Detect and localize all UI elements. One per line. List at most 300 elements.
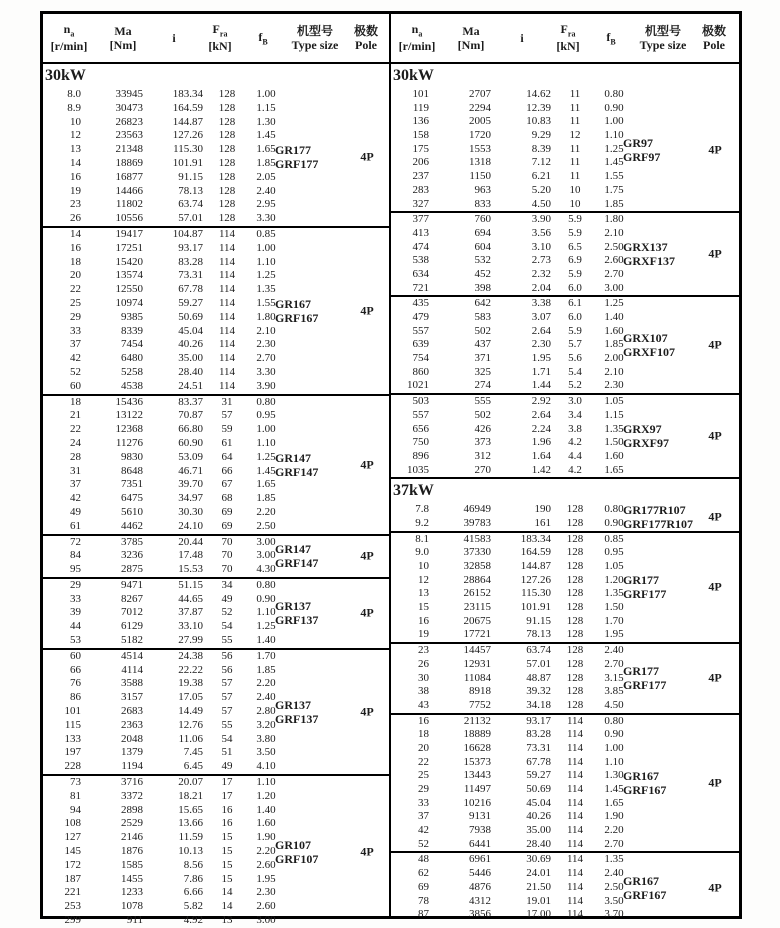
left-column-content [43, 64, 389, 928]
cell-speed: 228 [64, 760, 81, 773]
cell-torque: 371 [474, 352, 491, 365]
cell-service-factor: 1.15 [256, 101, 276, 114]
cell-radial-force: 114 [566, 796, 584, 809]
table-row [391, 352, 739, 366]
cell-radial-force: 114 [218, 296, 236, 309]
cell-speed: 119 [412, 101, 429, 114]
table-row [43, 478, 389, 492]
table-row [391, 685, 739, 699]
cell-service-factor: 1.40 [256, 803, 276, 816]
cell-service-factor: 2.40 [256, 184, 276, 197]
cell-service-factor: 0.95 [256, 409, 276, 422]
table-row [391, 728, 739, 742]
table-row [43, 102, 389, 116]
cell-speed: 175 [412, 142, 429, 155]
cell-torque: 1194 [121, 760, 143, 773]
cell-ratio: 2.04 [531, 281, 551, 294]
cell-ratio: 11.59 [178, 831, 203, 844]
table-row [43, 914, 389, 928]
table-row [43, 396, 389, 410]
cell-radial-force: 34 [221, 578, 233, 591]
cell-torque: 555 [474, 395, 491, 408]
cell-torque: 3716 [121, 776, 143, 789]
cell-torque: 37330 [463, 546, 491, 559]
cell-ratio: 115.30 [173, 143, 203, 156]
table-row [43, 492, 389, 506]
header-ratio: i [520, 30, 524, 45]
cell-ratio: 1.71 [531, 365, 551, 378]
cell-ratio: 40.26 [178, 338, 203, 351]
cell-torque: 11802 [115, 198, 143, 211]
table-row [391, 587, 739, 601]
cell-ratio: 2.64 [531, 408, 551, 421]
cell-ratio: 57.01 [178, 212, 203, 225]
cell-radial-force: 114 [566, 824, 584, 837]
cell-radial-force: 16 [221, 803, 233, 816]
spec-block [391, 853, 739, 921]
cell-radial-force: 128 [218, 156, 236, 169]
cell-service-factor: 1.25 [256, 269, 276, 282]
cell-torque: 32858 [463, 560, 491, 572]
cell-service-factor: 1.60 [256, 817, 276, 830]
cell-torque: 963 [474, 183, 491, 196]
cell-service-factor: 1.40 [604, 311, 624, 323]
table-row [43, 579, 389, 593]
cell-ratio: 13.66 [178, 817, 203, 830]
cell-ratio: 50.69 [178, 310, 203, 323]
cell-ratio: 17.05 [178, 691, 203, 704]
cell-radial-force: 114 [566, 908, 584, 921]
spec-block [391, 213, 739, 297]
cell-torque: 13574 [115, 269, 143, 282]
cell-torque: 532 [474, 254, 491, 267]
cell-torque: 694 [474, 226, 491, 239]
cell-speed: 22 [418, 755, 429, 768]
table-row [391, 325, 739, 339]
cell-service-factor: 3.90 [256, 379, 276, 392]
cell-radial-force: 128 [218, 170, 236, 183]
cell-speed: 28 [70, 450, 81, 463]
cell-ratio: 63.74 [178, 198, 203, 211]
cell-speed: 37 [418, 810, 429, 823]
cell-radial-force: 57 [221, 409, 233, 422]
cell-service-factor: 1.00 [256, 88, 276, 100]
cell-radial-force: 5.9 [568, 267, 582, 280]
table-row [391, 436, 739, 450]
table-row [43, 297, 389, 311]
cell-torque: 28864 [463, 573, 491, 586]
type-size-label: GR137 GRF137 [275, 697, 319, 726]
cell-radial-force: 114 [218, 338, 236, 351]
cell-torque: 833 [474, 197, 491, 210]
cell-service-factor: 1.70 [604, 614, 624, 627]
table-row [43, 185, 389, 199]
table-row [43, 228, 389, 242]
cell-ratio: 34.97 [178, 492, 203, 505]
cell-service-factor: 1.45 [256, 464, 276, 477]
cell-ratio: 67.78 [526, 755, 551, 768]
spec-block [391, 503, 739, 532]
cell-torque: 6475 [121, 492, 143, 505]
cell-ratio: 22.22 [178, 663, 203, 676]
cell-radial-force: 114 [566, 769, 584, 782]
table-row [391, 672, 739, 686]
cell-service-factor: 2.20 [256, 677, 276, 690]
cell-torque: 5446 [469, 867, 491, 880]
cell-service-factor: 1.10 [604, 755, 624, 768]
cell-speed: 237 [412, 170, 429, 183]
table-row [43, 352, 389, 366]
cell-ratio: 3.10 [531, 240, 551, 253]
cell-service-factor: 0.80 [604, 503, 624, 516]
cell-torque: 9830 [121, 450, 143, 463]
cell-ratio: 3.90 [531, 213, 551, 226]
cell-torque: 11497 [463, 783, 491, 795]
cell-speed: 860 [412, 365, 429, 378]
cell-ratio: 1.96 [531, 436, 551, 449]
cell-torque: 17251 [115, 241, 143, 254]
cell-radial-force: 57 [221, 691, 233, 704]
cell-radial-force: 128 [218, 129, 236, 142]
table-row [391, 88, 739, 102]
cell-service-factor: 1.30 [604, 769, 624, 782]
cell-ratio: 1.64 [531, 449, 551, 462]
cell-ratio: 3.38 [531, 297, 551, 310]
cell-torque: 1876 [121, 845, 143, 858]
cell-speed: 127 [64, 831, 81, 844]
cell-torque: 274 [474, 379, 491, 392]
cell-radial-force: 70 [221, 549, 233, 562]
cell-torque: 2294 [469, 101, 491, 114]
cell-service-factor: 2.95 [256, 198, 276, 211]
cell-service-factor: 0.90 [604, 101, 624, 114]
cell-torque: 911 [126, 914, 143, 927]
cell-torque: 12368 [115, 423, 143, 436]
cell-service-factor: 1.05 [604, 560, 624, 572]
table-row [43, 650, 389, 664]
cell-radial-force: 3.4 [568, 408, 582, 421]
cell-radial-force: 10 [569, 197, 581, 210]
table-row [391, 853, 739, 867]
cell-radial-force: 114 [218, 365, 236, 378]
table-row [391, 908, 739, 922]
cell-ratio: 101.91 [172, 156, 203, 169]
cell-torque: 8918 [469, 685, 491, 698]
cell-service-factor: 2.20 [256, 845, 276, 858]
cell-radial-force: 5.9 [568, 213, 582, 226]
cell-ratio: 7.86 [183, 872, 203, 885]
cell-speed: 8.1 [415, 532, 429, 545]
cell-ratio: 50.69 [526, 783, 551, 795]
cell-torque: 437 [474, 338, 491, 351]
cell-ratio: 14.62 [526, 88, 551, 100]
cell-speed: 69 [418, 880, 429, 893]
cell-radial-force: 114 [566, 810, 584, 823]
cell-ratio: 3.56 [531, 226, 551, 239]
header-speed: $n_a$ [r/min] [398, 22, 436, 54]
table-row [43, 506, 389, 520]
cell-service-factor: 2.10 [604, 365, 624, 378]
cell-radial-force: 4.4 [568, 449, 582, 462]
cell-ratio: 1.42 [531, 463, 551, 476]
table-row [391, 533, 739, 547]
cell-ratio: 35.00 [178, 352, 203, 365]
table-row [43, 116, 389, 130]
cell-torque: 1233 [121, 886, 143, 899]
pole-label: 4P [360, 149, 374, 164]
cell-service-factor: 1.65 [256, 478, 276, 491]
cell-radial-force: 56 [221, 663, 233, 676]
cell-ratio: 34.18 [526, 698, 551, 711]
cell-ratio: 6.21 [531, 170, 551, 183]
cell-speed: 1035 [407, 463, 429, 476]
table-row [391, 601, 739, 615]
cell-radial-force: 56 [221, 649, 233, 662]
cell-speed: 60 [70, 379, 81, 392]
table-row [391, 574, 739, 588]
cell-service-factor: 3.70 [604, 908, 624, 921]
cell-torque: 1318 [469, 156, 491, 169]
cell-service-factor: 1.00 [256, 241, 276, 254]
cell-torque: 3588 [121, 677, 143, 690]
table-row [391, 311, 739, 325]
cell-torque: 6129 [121, 620, 143, 633]
cell-torque: 7012 [121, 606, 143, 619]
cell-ratio: 15.53 [178, 563, 203, 576]
table-row [43, 465, 389, 479]
cell-ratio: 73.31 [526, 741, 551, 754]
cell-ratio: 19.01 [526, 894, 551, 907]
cell-ratio: 30.30 [178, 505, 203, 518]
cell-ratio: 35.00 [526, 824, 551, 837]
cell-ratio: 12.76 [178, 718, 203, 731]
cell-speed: 52 [418, 837, 429, 850]
cell-torque: 18889 [463, 728, 491, 741]
cell-torque: 11276 [115, 436, 143, 449]
table-row [43, 129, 389, 143]
cell-speed: 187 [64, 872, 81, 885]
cell-speed: 20 [418, 741, 429, 754]
cell-service-factor: 2.30 [256, 886, 276, 899]
cell-radial-force: 51 [221, 746, 233, 759]
table-row [391, 658, 739, 672]
cell-radial-force: 114 [218, 255, 236, 268]
cell-ratio: 10.13 [178, 845, 203, 858]
cell-speed: 283 [412, 183, 429, 196]
spec-block [43, 396, 389, 536]
table-row [391, 699, 739, 713]
cell-ratio: 6.45 [183, 760, 203, 773]
cell-service-factor: 1.80 [256, 310, 276, 323]
cell-speed: 474 [412, 240, 429, 253]
table-row [43, 664, 389, 678]
cell-speed: 197 [64, 746, 81, 759]
table-row [43, 380, 389, 394]
cell-speed: 9.0 [415, 546, 429, 559]
cell-radial-force: 114 [218, 379, 236, 392]
cell-speed: 29 [70, 310, 81, 323]
cell-service-factor: 1.85 [256, 156, 276, 169]
header-service-factor: $f_B$ [258, 29, 268, 46]
cell-service-factor: 2.60 [256, 858, 276, 871]
cell-service-factor: 1.10 [604, 129, 624, 142]
header-pole: 极数 Pole [353, 23, 378, 52]
table-row [391, 615, 739, 629]
cell-speed: 30 [418, 671, 429, 684]
cell-speed: 33 [70, 324, 81, 337]
type-size-label: GR137 GRF137 [275, 599, 319, 628]
cell-radial-force: 128 [218, 101, 236, 114]
cell-speed: 15 [418, 601, 429, 614]
cell-radial-force: 128 [566, 657, 584, 670]
spec-block [391, 88, 739, 213]
pole-label: 4P [708, 509, 722, 524]
cell-torque: 4114 [121, 663, 143, 676]
cell-ratio: 73.31 [178, 269, 203, 282]
table-row [43, 760, 389, 774]
cell-torque: 16877 [115, 170, 143, 183]
cell-torque: 17721 [463, 628, 491, 641]
cell-ratio: 93.17 [178, 241, 203, 254]
cell-radial-force: 54 [221, 620, 233, 633]
cell-radial-force: 128 [218, 115, 236, 128]
table-row [391, 895, 739, 909]
spec-block [43, 650, 389, 776]
cell-torque: 2005 [469, 115, 491, 128]
table-row [391, 241, 739, 255]
cell-ratio: 27.99 [178, 634, 203, 647]
cell-ratio: 24.10 [178, 519, 203, 532]
cell-ratio: 78.13 [178, 184, 203, 197]
cell-ratio: 1.44 [531, 379, 551, 392]
cell-speed: 538 [412, 254, 429, 267]
spec-block [43, 88, 389, 228]
section-title: 37kW [393, 482, 434, 500]
cell-torque: 15436 [115, 395, 143, 408]
cell-ratio: 127.26 [520, 573, 551, 586]
table-row [43, 900, 389, 914]
cell-radial-force: 3.0 [568, 395, 582, 408]
cell-torque: 3236 [121, 549, 143, 562]
cell-service-factor: 1.55 [604, 170, 624, 183]
cell-speed: 12 [70, 129, 81, 142]
cell-service-factor: 0.90 [256, 592, 276, 605]
cell-torque: 7351 [121, 478, 143, 491]
cell-speed: 22 [70, 283, 81, 296]
cell-radial-force: 66 [221, 464, 233, 477]
cell-service-factor: 3.50 [604, 894, 624, 907]
cell-speed: 14 [70, 156, 81, 169]
cell-radial-force: 61 [221, 436, 233, 449]
table-row [391, 198, 739, 212]
cell-service-factor: 2.80 [256, 705, 276, 718]
cell-service-factor: 1.20 [604, 573, 624, 586]
cell-ratio: 115.30 [521, 587, 551, 600]
cell-service-factor: 1.65 [604, 796, 624, 809]
cell-service-factor: 0.95 [604, 546, 624, 559]
cell-radial-force: 11 [569, 115, 581, 128]
cell-service-factor: 3.00 [256, 549, 276, 562]
cell-speed: 133 [64, 732, 81, 745]
cell-torque: 502 [474, 324, 491, 337]
cell-torque: 9385 [121, 310, 143, 323]
table-row [43, 157, 389, 171]
cell-service-factor: 1.25 [604, 142, 624, 155]
type-size-label: GRX137 GRXF137 [623, 240, 675, 269]
pole-label: 4P [708, 880, 722, 895]
cell-torque: 39783 [463, 516, 491, 529]
cell-ratio: 2.73 [531, 254, 551, 267]
cell-ratio: 10.83 [526, 115, 551, 128]
cell-ratio: 24.51 [178, 379, 203, 392]
cell-service-factor: 1.35 [604, 422, 624, 435]
cell-radial-force: 70 [221, 535, 233, 548]
spec-block [43, 579, 389, 650]
cell-torque: 9131 [469, 810, 491, 823]
cell-radial-force: 114 [566, 714, 584, 727]
cell-service-factor: 2.70 [604, 267, 624, 280]
cell-speed: 62 [418, 867, 429, 880]
cell-speed: 37 [70, 338, 81, 351]
cell-speed: 634 [412, 267, 429, 280]
header-ratio: i [172, 30, 176, 45]
cell-torque: 26152 [463, 587, 491, 600]
cell-torque: 4876 [469, 880, 491, 893]
cell-service-factor: 1.55 [256, 296, 276, 309]
cell-speed: 18 [70, 255, 81, 268]
cell-radial-force: 16 [221, 817, 233, 830]
cell-torque: 3856 [469, 908, 491, 921]
cell-torque: 426 [474, 422, 491, 435]
cell-ratio: 2.24 [531, 422, 551, 435]
cell-speed: 413 [412, 226, 429, 239]
cell-radial-force: 10 [569, 183, 581, 196]
cell-ratio: 28.40 [178, 365, 203, 378]
section-title: 30kW [393, 67, 434, 84]
cell-ratio: 28.40 [526, 837, 551, 850]
cell-ratio: 164.59 [520, 546, 551, 559]
table-header [43, 14, 389, 64]
table-row [43, 746, 389, 760]
table-row [43, 283, 389, 297]
cell-ratio: 19.38 [178, 677, 203, 690]
cell-radial-force: 128 [566, 516, 584, 529]
table-row [43, 873, 389, 887]
cell-service-factor: 2.60 [604, 254, 624, 267]
cell-torque: 2898 [121, 803, 143, 816]
cell-torque: 604 [474, 240, 491, 253]
cell-service-factor: 1.25 [604, 297, 624, 310]
pole-label: 4P [708, 142, 722, 157]
table-row [43, 143, 389, 157]
cell-torque: 2363 [121, 718, 143, 731]
cell-service-factor: 2.30 [604, 379, 624, 392]
cell-speed: 12 [418, 573, 429, 586]
table-row [391, 881, 739, 895]
cell-radial-force: 68 [221, 492, 233, 505]
cell-torque: 13443 [463, 769, 491, 782]
cell-speed: 39 [70, 606, 81, 619]
cell-speed: 49 [70, 505, 81, 518]
cell-torque: 760 [474, 213, 491, 226]
spec-block [43, 228, 389, 396]
cell-speed: 206 [412, 156, 429, 169]
cell-speed: 31 [70, 464, 81, 477]
cell-service-factor: 2.05 [256, 170, 276, 183]
cell-radial-force: 6.0 [568, 281, 582, 294]
cell-service-factor: 1.60 [604, 324, 624, 337]
cell-service-factor: 0.80 [604, 714, 624, 727]
